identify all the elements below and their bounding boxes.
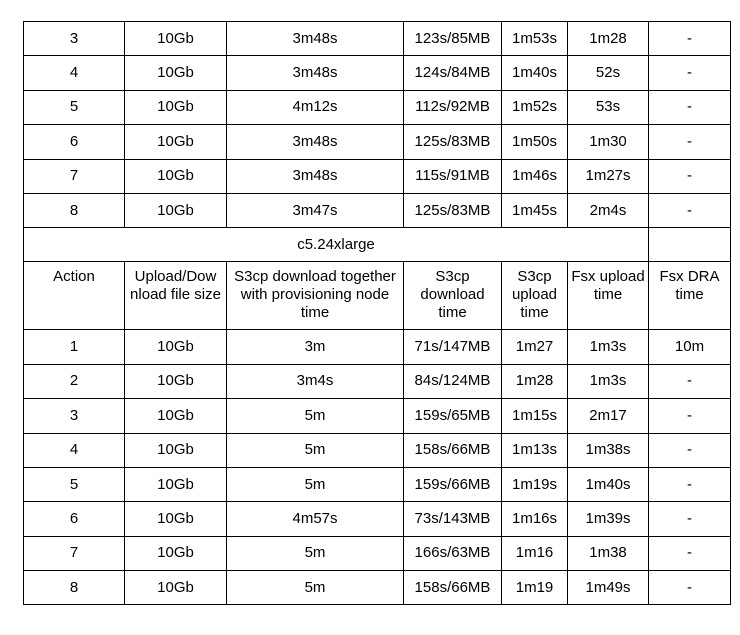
table-cell: 3m48s — [227, 56, 404, 90]
table-cell: 5m — [227, 467, 404, 501]
table-cell: 1m38 — [568, 536, 649, 570]
table-cell: 10Gb — [125, 467, 227, 501]
table-cell: 1m19 — [502, 571, 568, 605]
table-cell: - — [649, 571, 731, 605]
table-cell: - — [649, 467, 731, 501]
column-header: Upload/Dow nload file size — [125, 262, 227, 330]
section-title-row — [24, 228, 731, 262]
table-cell: 5 — [24, 467, 125, 501]
table-cell: 1m50s — [502, 125, 568, 159]
table-row — [24, 433, 731, 467]
table-cell: - — [649, 536, 731, 570]
table-cell: - — [649, 399, 731, 433]
table-cell: 5m — [227, 433, 404, 467]
section-group — [24, 228, 731, 330]
table-cell: 1m40s — [502, 56, 568, 90]
table-cell: 1m46s — [502, 159, 568, 193]
table-cell: 2 — [24, 364, 125, 398]
column-header: S3cp download together with provisioning node time — [227, 262, 404, 330]
table-cell: 1m27 — [502, 330, 568, 364]
table-row — [24, 90, 731, 124]
table-cell: 5m — [227, 536, 404, 570]
table-row — [24, 399, 731, 433]
column-header: S3cp upload time — [502, 262, 568, 330]
table-cell: 166s/63MB — [404, 536, 502, 570]
table-cell: 158s/66MB — [404, 433, 502, 467]
table-cell: 2m17 — [568, 399, 649, 433]
table-cell: 1m28 — [568, 22, 649, 56]
column-header: Fsx upload time — [568, 262, 649, 330]
table-cell: 10m — [649, 330, 731, 364]
table-cell: 1m16s — [502, 502, 568, 536]
table-cell: 159s/66MB — [404, 467, 502, 501]
section-title: c5.24xlarge — [24, 228, 649, 262]
table-cell: 7 — [24, 536, 125, 570]
table-cell: - — [649, 125, 731, 159]
table-cell: 2m4s — [568, 193, 649, 227]
table-cell: 1m52s — [502, 90, 568, 124]
table-cell: 3m47s — [227, 193, 404, 227]
table-cell: 159s/65MB — [404, 399, 502, 433]
table-cell: - — [649, 502, 731, 536]
table-row — [24, 571, 731, 605]
table-cell: 124s/84MB — [404, 56, 502, 90]
bottom-rows-group — [24, 330, 731, 605]
table-cell: 10Gb — [125, 433, 227, 467]
table-cell: 1 — [24, 330, 125, 364]
table-cell: 3 — [24, 22, 125, 56]
table-cell: 10Gb — [125, 125, 227, 159]
table-cell: 7 — [24, 159, 125, 193]
table-cell: 10Gb — [125, 193, 227, 227]
table-cell: 52s — [568, 56, 649, 90]
table-cell: 115s/91MB — [404, 159, 502, 193]
table-cell: 1m45s — [502, 193, 568, 227]
table-cell: 123s/85MB — [404, 22, 502, 56]
table-cell: 112s/92MB — [404, 90, 502, 124]
table-cell: 1m19s — [502, 467, 568, 501]
table-cell: 3m48s — [227, 22, 404, 56]
table-cell: 125s/83MB — [404, 193, 502, 227]
section-title-blank-cell — [649, 228, 731, 262]
table-cell: 10Gb — [125, 502, 227, 536]
table-cell: - — [649, 433, 731, 467]
table-cell: 6 — [24, 125, 125, 159]
table-cell: 5m — [227, 571, 404, 605]
table-cell: 4m57s — [227, 502, 404, 536]
table-row — [24, 467, 731, 501]
table-cell: 4 — [24, 433, 125, 467]
table-cell: 5 — [24, 90, 125, 124]
table-cell: - — [649, 56, 731, 90]
top-rows-group — [24, 22, 731, 228]
table-cell: 1m16 — [502, 536, 568, 570]
table-cell: 1m53s — [502, 22, 568, 56]
table-row — [24, 330, 731, 364]
table-cell: 10Gb — [125, 571, 227, 605]
table-row — [24, 193, 731, 227]
table-row — [24, 159, 731, 193]
table-cell: 1m40s — [568, 467, 649, 501]
table-cell: - — [649, 364, 731, 398]
table-cell: 125s/83MB — [404, 125, 502, 159]
table-cell: 3m — [227, 330, 404, 364]
table-cell: 4m12s — [227, 90, 404, 124]
table-cell: 3m48s — [227, 125, 404, 159]
table-cell: 1m13s — [502, 433, 568, 467]
table-row — [24, 502, 731, 536]
table-cell: 10Gb — [125, 90, 227, 124]
table-cell: 1m28 — [502, 364, 568, 398]
table-cell: - — [649, 159, 731, 193]
table-cell: 3 — [24, 399, 125, 433]
table-cell: - — [649, 90, 731, 124]
table-cell: - — [649, 22, 731, 56]
table-cell: 3m48s — [227, 159, 404, 193]
table-row — [24, 125, 731, 159]
table-row — [24, 364, 731, 398]
table-row — [24, 22, 731, 56]
header-row — [24, 262, 731, 330]
table-cell: 1m38s — [568, 433, 649, 467]
table-cell: 8 — [24, 571, 125, 605]
table-cell: 5m — [227, 399, 404, 433]
table-cell: 10Gb — [125, 22, 227, 56]
table-cell: 1m3s — [568, 330, 649, 364]
table-cell: 158s/66MB — [404, 571, 502, 605]
table-cell: 1m15s — [502, 399, 568, 433]
table-cell: 1m49s — [568, 571, 649, 605]
table-cell: 1m27s — [568, 159, 649, 193]
results-table — [23, 21, 731, 605]
table-cell: 4 — [24, 56, 125, 90]
table-cell: 8 — [24, 193, 125, 227]
table-cell: 6 — [24, 502, 125, 536]
table-cell: 1m30 — [568, 125, 649, 159]
table-cell: 84s/124MB — [404, 364, 502, 398]
table-cell: 1m3s — [568, 364, 649, 398]
table-cell: 53s — [568, 90, 649, 124]
table-cell: 10Gb — [125, 364, 227, 398]
table-cell: 71s/147MB — [404, 330, 502, 364]
column-header: Action — [24, 262, 125, 330]
table-cell: 10Gb — [125, 536, 227, 570]
table-cell: 73s/143MB — [404, 502, 502, 536]
table-cell: 10Gb — [125, 330, 227, 364]
table-cell: 10Gb — [125, 159, 227, 193]
table-row — [24, 56, 731, 90]
table-row — [24, 536, 731, 570]
table-cell: 10Gb — [125, 56, 227, 90]
column-header: S3cp download time — [404, 262, 502, 330]
table-cell: 1m39s — [568, 502, 649, 536]
table-cell: 3m4s — [227, 364, 404, 398]
table-cell: 10Gb — [125, 399, 227, 433]
column-header: Fsx DRA time — [649, 262, 731, 330]
table-cell: - — [649, 193, 731, 227]
